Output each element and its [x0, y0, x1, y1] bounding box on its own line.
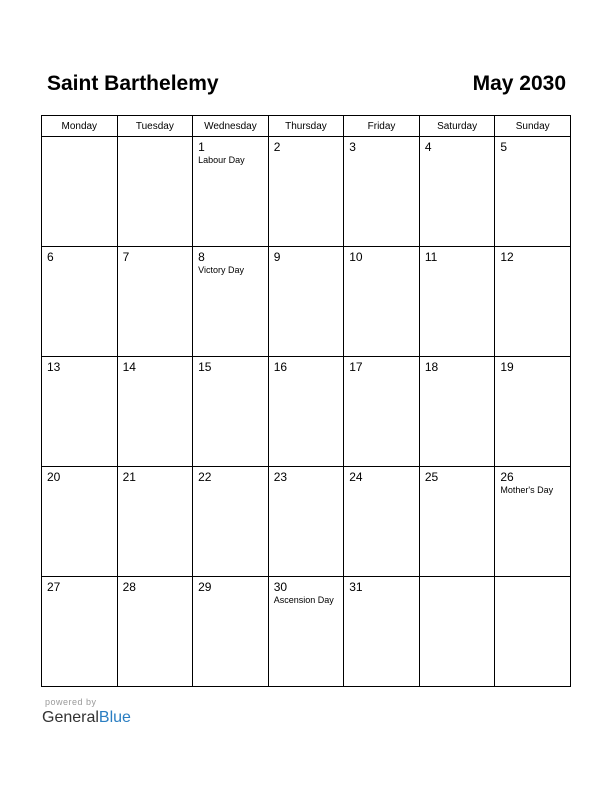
day-number: 12: [500, 250, 514, 264]
country-title: Saint Barthelemy: [47, 72, 219, 95]
day-number: 31: [349, 580, 363, 594]
day-number: 11: [424, 250, 438, 264]
day-number: 17: [349, 360, 363, 374]
day-number: 13: [47, 360, 61, 374]
day-number: 15: [198, 360, 212, 374]
day-number: 16: [273, 360, 288, 374]
day-number: 4: [424, 140, 432, 154]
day-number: 26: [500, 470, 514, 484]
day-cell: [495, 357, 571, 467]
day-number: 2: [273, 140, 281, 154]
day-cell: [419, 247, 495, 357]
holiday-label: Labour Day: [198, 155, 245, 165]
day-number: 5: [500, 140, 508, 154]
day-number: 22: [198, 470, 212, 484]
weekday-saturday: Saturday: [419, 116, 495, 137]
day-cell: [495, 247, 571, 357]
day-cell: [193, 577, 269, 687]
day-cell: [268, 137, 344, 247]
weekday-sunday: Sunday: [495, 116, 571, 137]
day-cell: [344, 137, 420, 247]
brand-blue: Blue: [98, 709, 131, 726]
day-cell: [495, 137, 571, 247]
day-number: 18: [424, 360, 439, 374]
day-number: 7: [122, 250, 130, 264]
day-number: 20: [47, 470, 61, 484]
weekday-monday: Monday: [42, 116, 118, 137]
day-number: 10: [349, 250, 363, 264]
day-cell: [268, 357, 344, 467]
day-cell: [42, 247, 118, 357]
month-year-title: May 2030: [472, 72, 566, 95]
day-number: 19: [500, 360, 514, 374]
day-number: 30: [273, 580, 288, 594]
day-cell: [495, 467, 571, 577]
day-number: 3: [349, 140, 356, 154]
calendar-grid: [41, 115, 571, 687]
weekday-tuesday: Tuesday: [117, 116, 193, 137]
day-cell: [419, 577, 495, 687]
day-cell: [193, 357, 269, 467]
day-cell: [419, 137, 495, 247]
day-number: 23: [273, 470, 288, 484]
day-cell: [193, 467, 269, 577]
generalblue-logo[interactable]: [42, 708, 131, 728]
day-cell: [268, 577, 344, 687]
holiday-label: Mother's Day: [500, 485, 554, 495]
week-row: [42, 247, 571, 357]
weekday-friday: Friday: [344, 116, 420, 137]
week-row: [42, 357, 571, 467]
day-number: 6: [47, 250, 54, 264]
week-row: [42, 577, 571, 687]
day-cell: [268, 467, 344, 577]
weekday-thursday: Thursday: [268, 116, 344, 137]
day-number: 14: [122, 360, 136, 374]
week-row: [42, 467, 571, 577]
day-cell: [344, 467, 420, 577]
day-number: 24: [349, 470, 363, 484]
day-cell: [419, 467, 495, 577]
day-cell: [42, 577, 118, 687]
day-cell: [117, 247, 193, 357]
brand-general: General: [42, 709, 99, 726]
day-cell: [344, 577, 420, 687]
day-number: 9: [273, 250, 281, 264]
day-number: 29: [198, 580, 212, 594]
footer-branding: [42, 697, 131, 728]
weekday-wednesday: Wednesday: [193, 116, 269, 137]
day-cell: [344, 357, 420, 467]
day-number: 27: [47, 580, 61, 594]
day-cell: [42, 357, 118, 467]
day-cell: [193, 137, 269, 247]
day-cell: [117, 357, 193, 467]
day-number: 1: [198, 140, 205, 154]
day-cell: [268, 247, 344, 357]
day-number: 25: [424, 470, 439, 484]
day-cell: [495, 577, 571, 687]
day-number: 21: [122, 470, 136, 484]
day-cell: [344, 247, 420, 357]
day-cell: [42, 137, 118, 247]
day-cell: [117, 137, 193, 247]
day-cell: [193, 247, 269, 357]
week-row: [42, 137, 571, 247]
holiday-label: Ascension Day: [273, 595, 334, 605]
day-number: 28: [122, 580, 136, 594]
weekday-header-row: [42, 116, 571, 137]
day-cell: [419, 357, 495, 467]
day-cell: [117, 577, 193, 687]
powered-by-label: powered by: [45, 697, 97, 707]
day-cell: [42, 467, 118, 577]
day-number: 8: [198, 250, 205, 264]
holiday-label: Victory Day: [198, 265, 244, 275]
day-cell: [117, 467, 193, 577]
